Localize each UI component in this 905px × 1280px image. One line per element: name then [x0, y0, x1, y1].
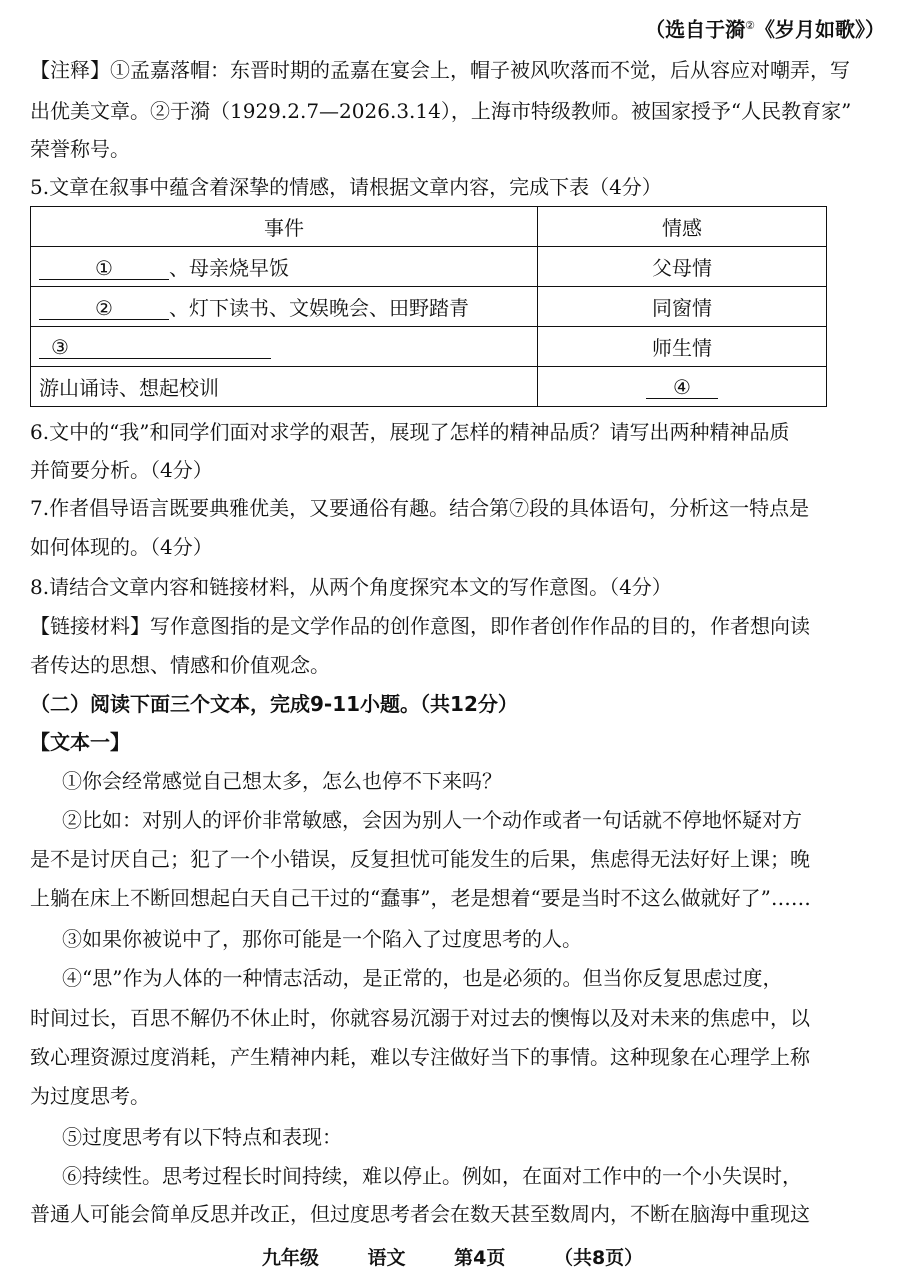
q5-table	[30, 206, 827, 407]
q6-line-1: 6.文中的“我”和同学们面对求学的艰苦，展现了怎样的精神品质？请写出两种精神品质	[30, 420, 790, 444]
answer-blank-4[interactable]: ④	[646, 376, 718, 399]
paragraph-4-line-3: 致心理资源过度消耗，产生精神内耗，难以专注做好当下的事情。这种现象在心理学上称	[30, 1045, 810, 1069]
paragraph-4-line-2: 时间过长，百思不解仍不休止时，你就容易沉溺于对过去的懊悔以及对未来的焦虑中，以	[30, 1006, 810, 1030]
q7-line-2: 如何体现的。（4分）	[30, 535, 213, 559]
paragraph-4-line-1: ④“思”作为人体的一种情志活动，是正常的，也是必须的。但当你反复思虑过度，	[62, 966, 783, 990]
q6-line-2: 并简要分析。（4分）	[30, 458, 213, 482]
paragraph-6-line-2: 普通人可能会简单反思并改正，但过度思考者会在数天甚至数周内，不断在脑海中重现这	[30, 1202, 810, 1226]
paragraph-2-line-3: 上躺在床上不断回想起白天自己干过的“蠢事”，老是想着“要是当时不这么做就好了”……	[30, 886, 811, 910]
event-cell	[31, 287, 538, 327]
paragraph-3: ③如果你被说中了，那你可能是一个陷入了过度思考的人。	[62, 927, 582, 951]
notes-line-2: 出优美文章。②于漪（1929.2.7—2026.3.14），上海市特级教师。被国家授予“人民教育家”	[30, 99, 852, 123]
answer-blank-2[interactable]: ②	[39, 297, 169, 320]
source-title: 《岁月如歌》）	[755, 17, 885, 42]
footer-subject: 语文	[367, 1247, 406, 1269]
answer-blank-1[interactable]: ①	[39, 257, 169, 280]
event-text: 、母亲烧早饭	[169, 256, 289, 280]
table-header-row	[31, 207, 827, 247]
table-row	[31, 327, 827, 367]
header-emotion: 情感	[538, 207, 827, 247]
link-material-line-1: 【链接材料】写作意图指的是文学作品的创作意图，即作者创作作品的目的，作者想向读	[30, 614, 810, 638]
q8-prompt: 8.请结合文章内容和链接材料，从两个角度探究本文的写作意图。（4分）	[30, 575, 672, 599]
link-material-line-2: 者传达的思想、情感和价值观念。	[30, 653, 330, 677]
footer-page-number: 第4页	[454, 1247, 506, 1269]
emotion-cell	[538, 367, 827, 407]
paragraph-2-line-2: 是不是讨厌自己；犯了一个小错误，反复担忧可能发生的后果，焦虑得无法好好上课；晚	[30, 847, 810, 871]
answer-blank-3[interactable]: ③	[39, 336, 271, 359]
page-footer	[0, 1243, 905, 1270]
header-event: 事件	[31, 207, 538, 247]
paragraph-6-line-1: ⑥持续性。思考过程长时间持续，难以停止。例如，在面对工作中的一个小失误时，	[62, 1164, 802, 1188]
notes-line-1: 【注释】①孟嘉落帽：东晋时期的孟嘉在宴会上，帽子被风吹落而不觉，后从容应对嘲弄，写	[30, 58, 850, 82]
section2-heading: （二）阅读下面三个文本，完成9-11小题。（共12分）	[30, 692, 518, 716]
event-cell: 游山诵诗、想起校训	[31, 367, 538, 407]
event-cell	[31, 247, 538, 287]
paragraph-1: ①你会经常感觉自己想太多，怎么也停不下来吗？	[62, 769, 502, 793]
q5-prompt: 5.文章在叙事中蕴含着深挚的情感，请根据文章内容，完成下表（4分）	[30, 175, 662, 199]
table-row	[31, 367, 827, 407]
table-row	[31, 287, 827, 327]
paragraph-4-line-4: 为过度思考。	[30, 1084, 150, 1108]
source-line	[30, 12, 885, 44]
footer-total-pages: （共8页）	[553, 1247, 644, 1269]
q7-line-1: 7.作者倡导语言既要典雅优美，又要通俗有趣。结合第⑦段的具体语句，分析这一特点是	[30, 496, 810, 520]
event-cell	[31, 327, 538, 367]
paragraph-2-line-1: ②比如：对别人的评价非常敏感，会因为别人一个动作或者一句话就不停地怀疑对方	[62, 808, 802, 832]
source-note-mark: ②	[745, 19, 755, 32]
footer-grade: 九年级	[261, 1247, 319, 1269]
source-prefix: （选自于漪	[645, 17, 746, 42]
emotion-cell: 师生情	[538, 327, 827, 367]
notes-line-3: 荣誉称号。	[30, 137, 130, 161]
table-row	[31, 247, 827, 287]
text1-title: 【文本一】	[30, 730, 130, 754]
event-text: 、灯下读书、文娱晚会、田野踏青	[169, 296, 469, 320]
emotion-cell: 同窗情	[538, 287, 827, 327]
emotion-cell: 父母情	[538, 247, 827, 287]
paragraph-5: ⑤过度思考有以下特点和表现：	[62, 1125, 342, 1149]
